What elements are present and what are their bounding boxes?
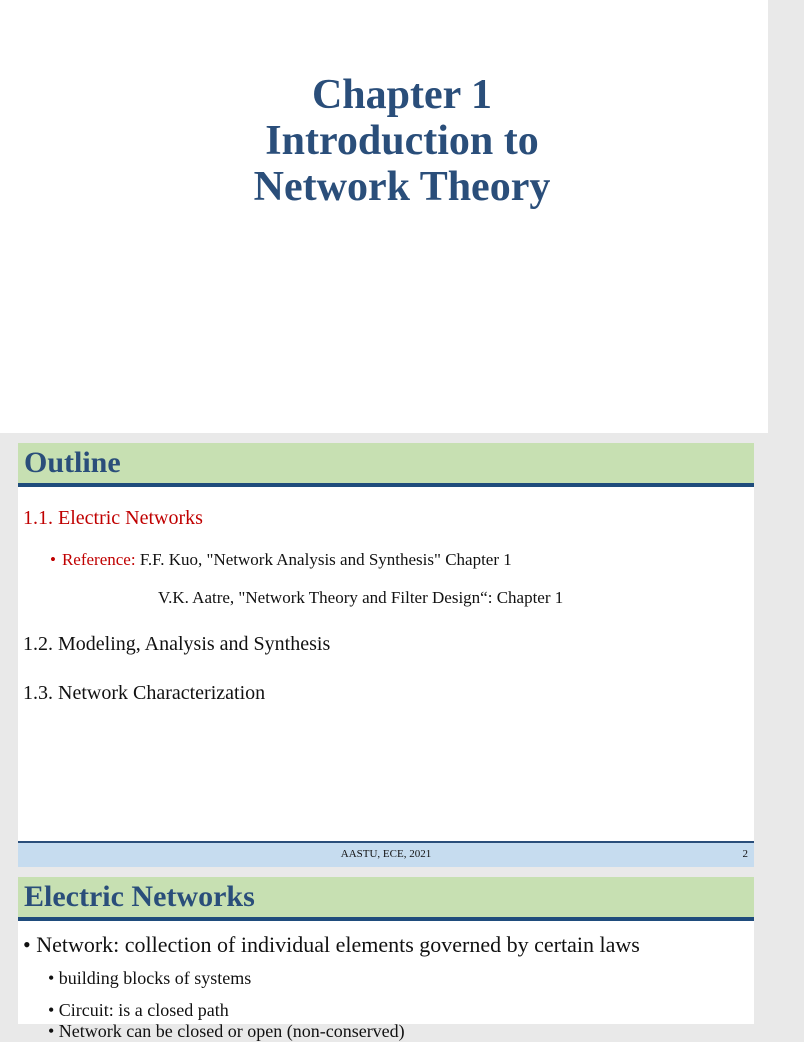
- reference-label: Reference:: [61, 550, 136, 569]
- bullet-building-blocks: • building blocks of systems: [48, 968, 252, 988]
- bullet-icon: •: [50, 550, 56, 569]
- slide-title: Electric Networks: [24, 880, 255, 913]
- page-number: 2: [742, 848, 748, 860]
- bullet-circuit: • Circuit: is a closed path: [48, 1000, 229, 1020]
- outline-slide: [0, 433, 768, 867]
- electric-networks-slide-content: [18, 877, 754, 1041]
- title-slide: [0, 0, 768, 433]
- footer-text: AASTU, ECE, 2021: [340, 848, 432, 860]
- title-line-3: Network Theory: [253, 164, 551, 210]
- outline-item-1: 1.1. Electric Networks: [23, 507, 203, 529]
- outline-item-3: 1.3. Network Characterization: [23, 682, 266, 704]
- slide-header: [18, 877, 754, 921]
- reference-line-1: [50, 550, 512, 570]
- reference-line-2: [158, 588, 563, 608]
- chapter-title: [0, 72, 804, 210]
- reference-text-1: F.F. Kuo, "Network Analysis and Synthesis" Chapter 1: [139, 550, 512, 569]
- bullet-network-open: • Network can be closed or open (non-conserved): [48, 1021, 405, 1041]
- bullet-network: • Network: collection of individual elements governed by certain laws: [23, 932, 640, 957]
- title-line-1: Chapter 1: [311, 72, 493, 118]
- slide-title: Outline: [24, 446, 121, 479]
- reference-text-2: V.K. Aatre, "Network Theory and Filter Design“: Chapter 1: [158, 588, 564, 607]
- outline-item-2: 1.2. Modeling, Analysis and Synthesis: [23, 633, 331, 655]
- electric-networks-slide: [0, 867, 768, 1041]
- slide-header: [18, 443, 754, 487]
- slide-footer: [18, 841, 754, 867]
- outline-slide-content: [18, 443, 754, 867]
- title-line-2: Introduction to: [265, 118, 539, 164]
